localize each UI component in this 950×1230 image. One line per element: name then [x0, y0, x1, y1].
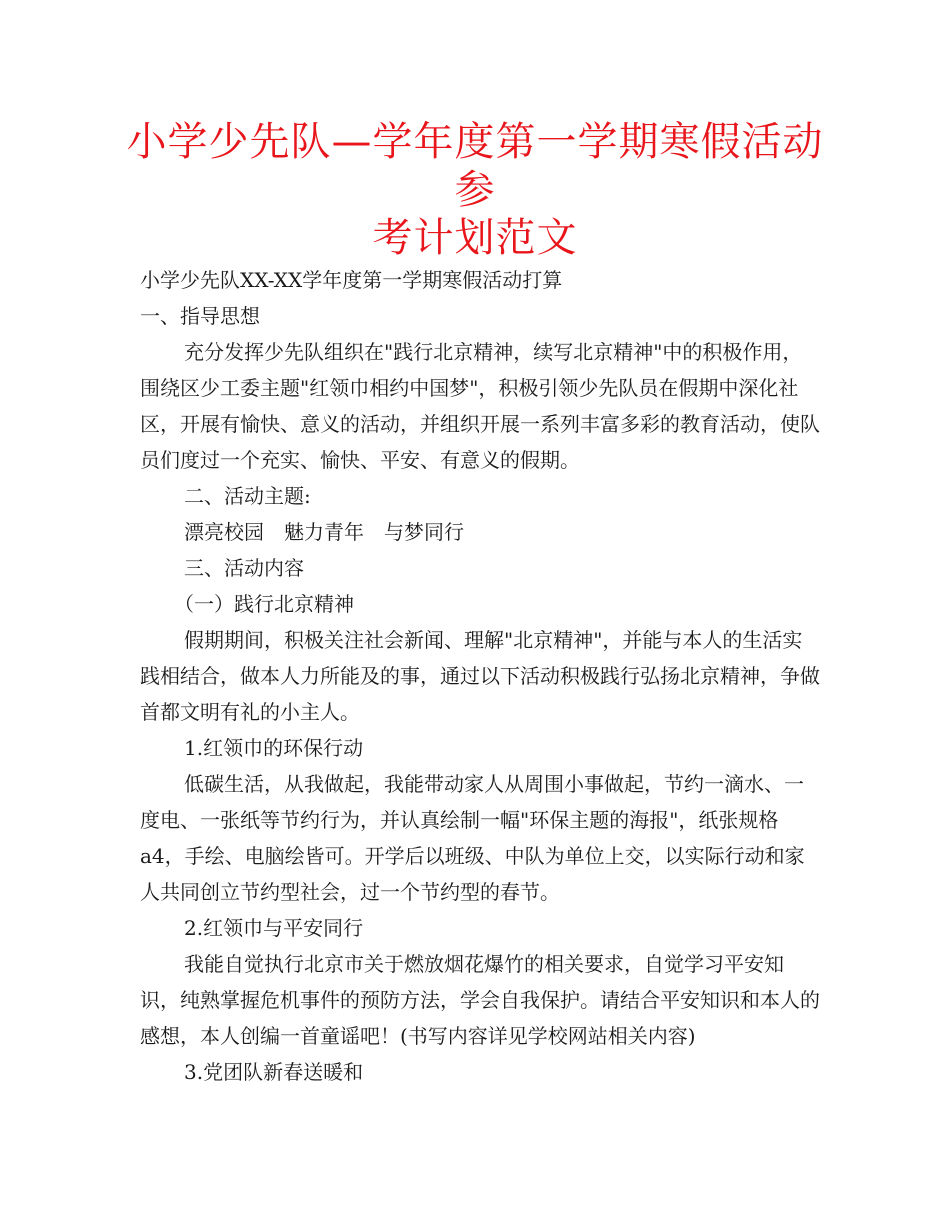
item-1-paragraph: 低碳生活，从我做起，我能带动家人从周围小事做起，节约一滴水、一度电、一张纸等节约行为，并认真绘制一幅"环保主题的海报"，纸张规格a4，手绘、电脑绘皆可。开学后以班级、中队为单位上交，以实际行动和家人共同创立节约型社会，过一个节约型的春节。: [140, 772, 805, 904]
document-subtitle: 小学少先队XX-XX学年度第一学期寒假活动打算: [140, 268, 563, 292]
section-1-paragraph: 充分发挥少先队组织在"践行北京精神，续写北京精神"中的积极作用，围绕区少工委主题"红领巾相约中国梦"，积极引领少先队员在假期中深化社区，开展有愉快、意义的活动，并组织开展一系列丰富多彩的教育活动，使队员们度过一个充实、愉快、平安、有意义的假期。: [140, 340, 820, 472]
document-body: [140, 262, 820, 1090]
item-2-paragraph: 我能自觉执行北京市关于燃放烟花爆竹的相关要求，自觉学习平安知识，纯熟掌握危机事件的预防方法，学会自我保护。请结合平安知识和本人的感想，本人创编一首童谣吧！(书写内容详见学校网站相关内容): [140, 952, 820, 1048]
item-2-heading: 2.红领巾与平安同行: [184, 916, 364, 940]
section-2-heading: 二、活动主题:: [184, 484, 311, 508]
title-line-1: 小学少先队—学年度第一学期寒假活动参: [126, 119, 824, 213]
part-1-paragraph: 假期期间，积极关注社会新闻、理解"北京精神"，并能与本人的生活实践相结合，做本人力所能及的事，通过以下活动积极践行弘扬北京精神，争做首都文明有礼的小主人。: [140, 628, 820, 724]
item-1-heading: 1.红领巾的环保行动: [184, 736, 364, 760]
document-title: [115, 118, 835, 262]
section-2-theme: 漂亮校园 魅力青年 与梦同行: [184, 520, 464, 544]
section-3-heading: 三、活动内容: [184, 556, 304, 580]
title-line-2: 考计划范文: [372, 215, 578, 261]
part-1-heading: （一）践行北京精神: [174, 592, 354, 616]
section-1-heading: 一、指导思想: [140, 304, 260, 328]
item-3-heading: 3.党团队新春送暖和: [184, 1060, 364, 1084]
